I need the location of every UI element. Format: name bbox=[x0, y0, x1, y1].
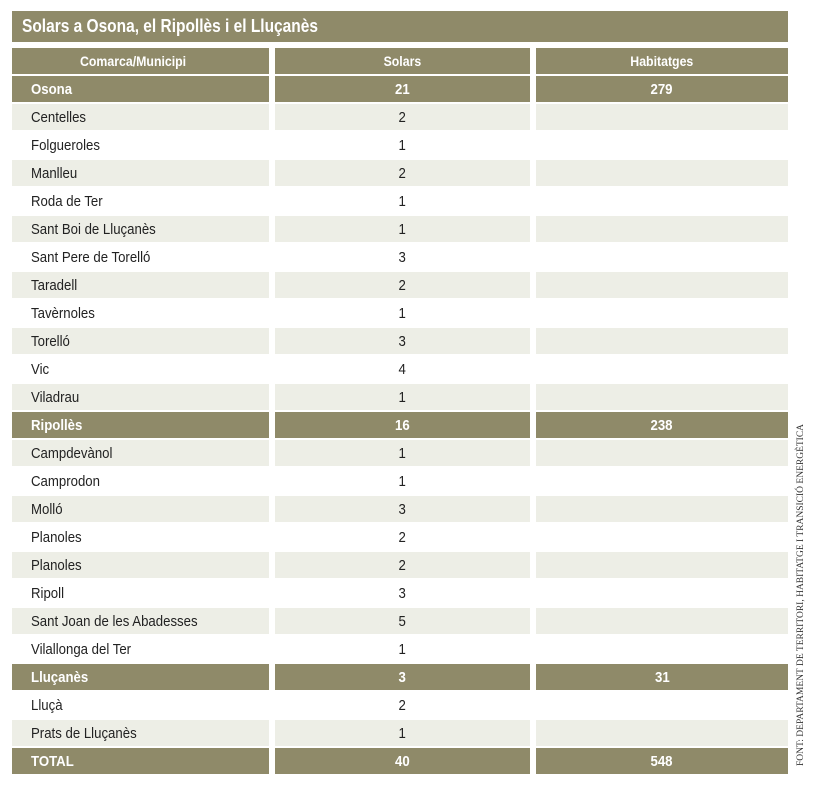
solars-cell bbox=[275, 608, 530, 634]
municipi-cell bbox=[12, 748, 269, 774]
habitatges-cell-text: 31 bbox=[654, 668, 670, 686]
municipi-cell-text: Planoles bbox=[31, 528, 82, 546]
municipi-cell-text: Ripollès bbox=[31, 416, 83, 434]
total-row bbox=[12, 748, 788, 776]
solars-cell-text: 21 bbox=[395, 80, 410, 98]
table-row bbox=[12, 440, 788, 468]
table-row bbox=[12, 496, 788, 524]
habitatges-cell bbox=[536, 440, 788, 466]
habitatges-cell bbox=[536, 272, 788, 298]
solars-cell-text: 1 bbox=[398, 472, 407, 490]
table-row bbox=[12, 132, 788, 160]
municipi-cell-text: Vilallonga del Ter bbox=[31, 640, 132, 658]
municipi-cell bbox=[12, 440, 269, 466]
solars-cell-text: 40 bbox=[395, 752, 410, 770]
solars-cell bbox=[275, 132, 530, 158]
solars-cell bbox=[275, 300, 530, 326]
solars-cell-text: 5 bbox=[398, 612, 407, 630]
solars-cell bbox=[275, 636, 530, 662]
municipi-cell-text: Folgueroles bbox=[31, 136, 100, 154]
solars-cell bbox=[275, 692, 530, 718]
solars-cell-text: 1 bbox=[398, 444, 407, 462]
municipi-cell bbox=[12, 720, 269, 746]
municipi-cell-text: Roda de Ter bbox=[31, 192, 103, 210]
table-row bbox=[12, 272, 788, 300]
habitatges-cell bbox=[536, 216, 788, 242]
table-row bbox=[12, 608, 788, 636]
solars-cell bbox=[275, 580, 530, 606]
solars-cell bbox=[275, 496, 530, 522]
municipi-cell-text: Vic bbox=[31, 360, 50, 378]
column-header-habitatges-label: Habitatges bbox=[630, 53, 694, 69]
solars-cell bbox=[275, 244, 530, 270]
source-text: FONT: DEPARTAMENT DE TERRITORI, HABITATGE I TRANSICIÓ ENERGÈTICA bbox=[796, 423, 806, 767]
table-title bbox=[12, 11, 788, 42]
solars-cell-text: 2 bbox=[398, 556, 407, 574]
municipi-cell-text: Molló bbox=[31, 500, 63, 518]
municipi-cell-text: Campdevànol bbox=[31, 444, 113, 462]
municipi-cell bbox=[12, 76, 269, 102]
habitatges-cell bbox=[536, 76, 788, 102]
municipi-cell-text: Sant Joan de les Abadesses bbox=[31, 612, 198, 630]
solars-cell bbox=[275, 412, 530, 438]
municipi-cell-text: Tavèrnoles bbox=[31, 304, 95, 322]
column-header-solars bbox=[275, 48, 530, 74]
habitatges-cell bbox=[536, 524, 788, 550]
table-row bbox=[12, 244, 788, 272]
habitatges-cell bbox=[536, 328, 788, 354]
solars-cell bbox=[275, 468, 530, 494]
solars-cell-text: 3 bbox=[398, 584, 407, 602]
solars-cell bbox=[275, 76, 530, 102]
municipi-cell bbox=[12, 160, 269, 186]
municipi-cell bbox=[12, 104, 269, 130]
table-row bbox=[12, 216, 788, 244]
solars-cell bbox=[275, 720, 530, 746]
municipi-cell-text: Osona bbox=[31, 80, 73, 98]
table-row bbox=[12, 104, 788, 132]
column-header-comarca bbox=[12, 48, 269, 74]
solars-cell bbox=[275, 356, 530, 382]
municipi-cell bbox=[12, 496, 269, 522]
municipi-cell bbox=[12, 384, 269, 410]
solars-cell-text: 2 bbox=[398, 528, 407, 546]
habitatges-cell bbox=[536, 636, 788, 662]
solars-cell bbox=[275, 748, 530, 774]
municipi-cell bbox=[12, 468, 269, 494]
solars-cell-text: 3 bbox=[398, 248, 407, 266]
habitatges-cell bbox=[536, 132, 788, 158]
solars-cell-text: 16 bbox=[395, 416, 410, 434]
solars-cell bbox=[275, 524, 530, 550]
municipi-cell bbox=[12, 608, 269, 634]
municipi-cell-text: Prats de Lluçanès bbox=[31, 724, 137, 742]
municipi-cell-text: Lluçà bbox=[31, 696, 63, 714]
habitatges-cell bbox=[536, 692, 788, 718]
solars-cell-text: 3 bbox=[398, 500, 407, 518]
municipi-cell bbox=[12, 580, 269, 606]
municipi-cell bbox=[12, 692, 269, 718]
municipi-cell bbox=[12, 216, 269, 242]
comarca-row bbox=[12, 412, 788, 440]
habitatges-cell bbox=[536, 608, 788, 634]
municipi-cell bbox=[12, 664, 269, 690]
habitatges-cell bbox=[536, 104, 788, 130]
solars-cell-text: 1 bbox=[398, 304, 407, 322]
habitatges-cell bbox=[536, 664, 788, 690]
table-header bbox=[12, 48, 788, 76]
solars-cell-text: 2 bbox=[398, 696, 407, 714]
table-title-text: Solars a Osona, el Ripollès i el Lluçanès bbox=[22, 16, 318, 36]
municipi-cell bbox=[12, 356, 269, 382]
habitatges-cell bbox=[536, 356, 788, 382]
habitatges-cell-text: 548 bbox=[650, 752, 674, 770]
table-row bbox=[12, 328, 788, 356]
municipi-cell-text: Sant Boi de Lluçanès bbox=[31, 220, 156, 238]
table-row bbox=[12, 524, 788, 552]
municipi-cell-text: Torelló bbox=[31, 332, 70, 350]
table-row bbox=[12, 468, 788, 496]
habitatges-cell bbox=[536, 580, 788, 606]
municipi-cell-text: Sant Pere de Torelló bbox=[31, 248, 151, 266]
solars-cell-text: 2 bbox=[398, 108, 407, 126]
comarca-row bbox=[12, 664, 788, 692]
column-header-comarca-label: Comarca/Municipi bbox=[80, 53, 187, 69]
municipi-cell-text: Planoles bbox=[31, 556, 82, 574]
municipi-cell-text: TOTAL bbox=[31, 752, 74, 770]
solars-cell-text: 1 bbox=[398, 192, 407, 210]
municipi-cell-text: Lluçanès bbox=[31, 668, 89, 686]
table-row bbox=[12, 300, 788, 328]
table-row bbox=[12, 188, 788, 216]
habitatges-cell bbox=[536, 720, 788, 746]
solars-cell bbox=[275, 272, 530, 298]
solars-cell bbox=[275, 328, 530, 354]
solars-cell-text: 4 bbox=[398, 360, 407, 378]
habitatges-cell bbox=[536, 160, 788, 186]
solars-cell-text: 1 bbox=[398, 136, 407, 154]
habitatges-cell bbox=[536, 412, 788, 438]
habitatges-cell bbox=[536, 244, 788, 270]
table-row bbox=[12, 384, 788, 412]
table-row bbox=[12, 552, 788, 580]
habitatges-cell bbox=[536, 748, 788, 774]
municipi-cell bbox=[12, 412, 269, 438]
column-header-solars-label: Solars bbox=[383, 53, 422, 69]
solars-cell-text: 3 bbox=[398, 668, 407, 686]
solars-cell bbox=[275, 384, 530, 410]
habitatges-cell bbox=[536, 384, 788, 410]
habitatges-cell bbox=[536, 188, 788, 214]
municipi-cell bbox=[12, 524, 269, 550]
habitatges-cell-text: 279 bbox=[650, 80, 674, 98]
municipi-cell bbox=[12, 244, 269, 270]
table-row bbox=[12, 580, 788, 608]
solars-cell bbox=[275, 216, 530, 242]
municipi-cell-text: Ripoll bbox=[31, 584, 65, 602]
municipi-cell-text: Viladrau bbox=[31, 388, 80, 406]
table-row bbox=[12, 356, 788, 384]
data-table bbox=[12, 48, 788, 776]
municipi-cell bbox=[12, 188, 269, 214]
municipi-cell bbox=[12, 552, 269, 578]
solars-cell bbox=[275, 188, 530, 214]
comarca-row bbox=[12, 76, 788, 104]
municipi-cell-text: Manlleu bbox=[31, 164, 78, 182]
solars-cell-text: 2 bbox=[398, 164, 407, 182]
habitatges-cell bbox=[536, 496, 788, 522]
solars-cell-text: 3 bbox=[398, 332, 407, 350]
solars-cell bbox=[275, 440, 530, 466]
habitatges-cell bbox=[536, 468, 788, 494]
table-row bbox=[12, 720, 788, 748]
solars-cell bbox=[275, 664, 530, 690]
source-note bbox=[790, 416, 812, 774]
municipi-cell bbox=[12, 328, 269, 354]
table-row bbox=[12, 160, 788, 188]
habitatges-cell bbox=[536, 552, 788, 578]
solars-cell-text: 2 bbox=[398, 276, 407, 294]
habitatges-cell bbox=[536, 300, 788, 326]
solars-cell bbox=[275, 552, 530, 578]
solars-cell-text: 1 bbox=[398, 220, 407, 238]
habitatges-cell-text: 238 bbox=[650, 416, 674, 434]
solars-cell-text: 1 bbox=[398, 388, 407, 406]
solars-cell-text: 1 bbox=[398, 640, 407, 658]
municipi-cell bbox=[12, 272, 269, 298]
municipi-cell bbox=[12, 132, 269, 158]
table-body bbox=[12, 76, 788, 776]
solars-cell bbox=[275, 104, 530, 130]
municipi-cell-text: Taradell bbox=[31, 276, 78, 294]
column-header-habitatges bbox=[536, 48, 788, 74]
solars-cell-text: 1 bbox=[398, 724, 407, 742]
municipi-cell bbox=[12, 300, 269, 326]
municipi-cell bbox=[12, 636, 269, 662]
municipi-cell-text: Centelles bbox=[31, 108, 87, 126]
municipi-cell-text: Camprodon bbox=[31, 472, 100, 490]
solars-cell bbox=[275, 160, 530, 186]
table-row bbox=[12, 636, 788, 664]
table-row bbox=[12, 692, 788, 720]
